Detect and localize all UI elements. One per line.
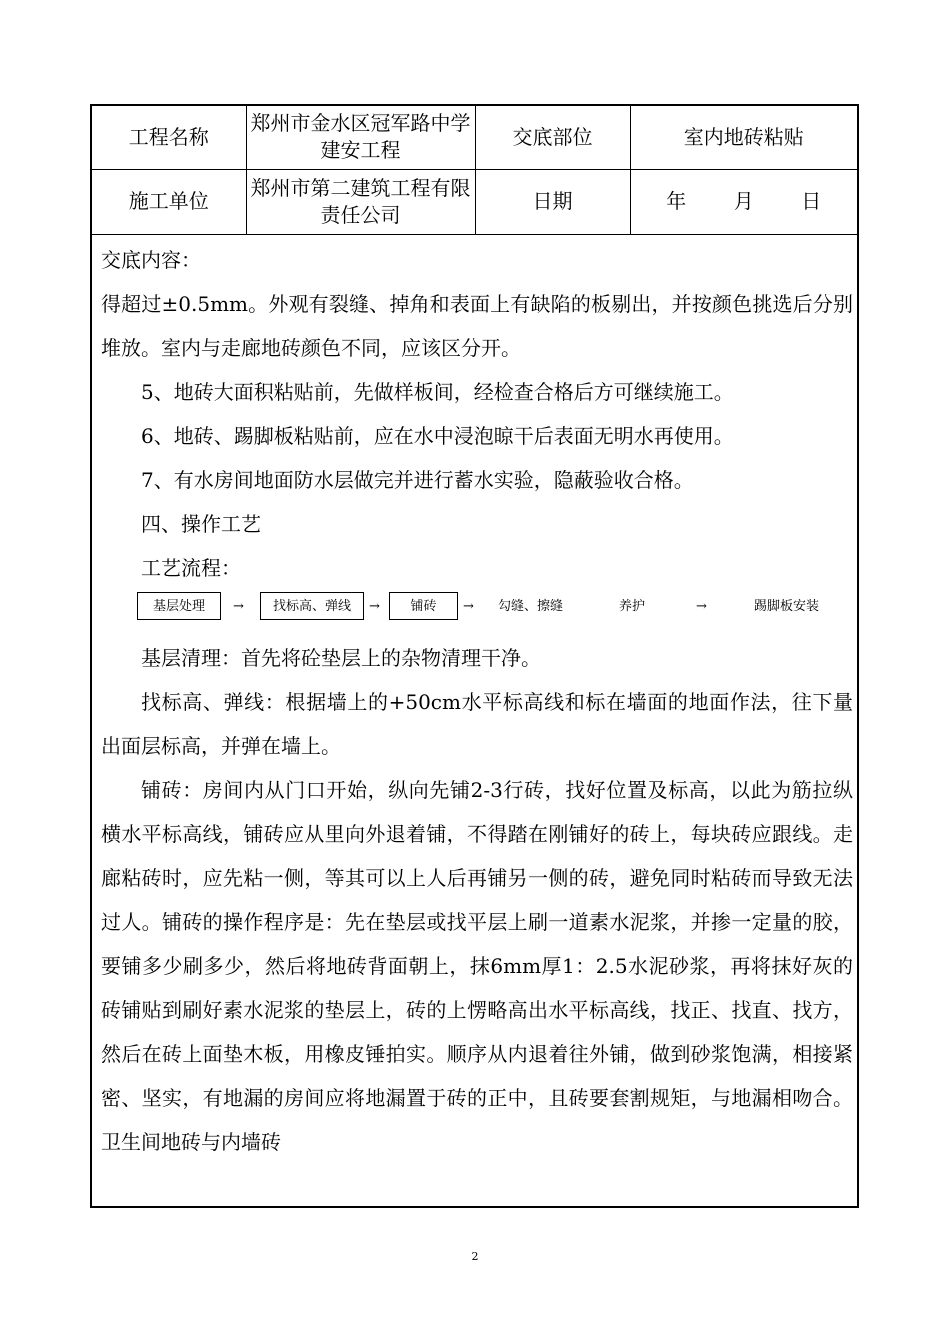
flow-step-base: 基层处理: [137, 592, 221, 620]
header-table: [92, 106, 857, 235]
paragraph-base-cleaning: 基层清理：首先将砼垫层上的杂物清理干净。: [141, 646, 541, 670]
flow-arrow: →: [369, 598, 380, 614]
process-flow: [101, 590, 853, 636]
paragraph-tiling: 铺砖：房间内从门口开始，纵向先铺2-3行砖，找好位置及标高，以此为筋拉纵横水平标高线，铺砖应从里向外退着铺，不得踏在刚铺好的砖上，每块砖应跟线。走廊粘砖时，应先粘一侧，等其可以上人后再铺另一侧的砖，避免同时粘砖而导致无法过人。铺砖的操作程序是：先在垫层或找平层上刷一道素水泥浆，并掺一定量的胶，要铺多少刷多少，然后将地砖背面朝上，抹6mm厚1：2.5水泥砂浆，再将抹好灰的砖铺贴到刷好素水泥浆的垫层上，砖的上愣略高出水平标高线，找正、找直、找方，然后在砖上面垫木板，用橡皮锤拍实。顺序从内退着往外铺，做到砂浆饱满，相接紧密、坚实，有地漏的房间应将地漏置于砖的正中，且砖要套割规矩，与地漏相吻合。卫生间地砖与内墙砖: [101, 778, 853, 1154]
paragraph-tolerance: 得超过±0.5mm。外观有裂缝、掉角和表面上有缺陷的板剔出，并按颜色挑选后分别堆放。室内与走廊地砖颜色不同，应该区分开。: [101, 292, 853, 360]
date-year: 年: [666, 189, 687, 213]
project-name-label: 工程名称: [92, 106, 246, 169]
date-value: [630, 169, 857, 234]
flow-arrow: →: [463, 598, 474, 614]
flow-step-tile: 铺砖: [389, 592, 458, 620]
flow-step-skirting: 踢脚板安装: [754, 598, 820, 614]
section-4-heading: 四、操作工艺: [141, 512, 261, 536]
section-label: 交底内容：: [101, 248, 201, 272]
item-7: 7、有水房间地面防水层做完并进行蓄水实验，隐蔽验收合格。: [141, 468, 694, 492]
location-label: 交底部位: [475, 106, 630, 169]
flow-title: 工艺流程：: [141, 556, 241, 580]
location-value: 室内地砖粘贴: [630, 106, 857, 169]
flow-step-cure: 养护: [619, 598, 646, 614]
flow-arrow: →: [233, 598, 244, 614]
flow-step-level: 找标高、弹线: [260, 592, 364, 620]
date-month: 月: [733, 189, 754, 213]
contractor-label: 施工单位: [92, 169, 246, 234]
contractor-value: 郑州市第二建筑工程有限责任公司: [246, 169, 475, 234]
item-6: 6、地砖、踢脚板粘贴前，应在水中浸泡晾干后表面无明水再使用。: [141, 424, 734, 448]
date-label: 日期: [475, 169, 630, 234]
flow-step-joint: 勾缝、擦缝: [498, 598, 564, 614]
item-5: 5、地砖大面积粘贴前，先做样板间，经检查合格后方可继续施工。: [141, 380, 734, 404]
project-name-value: 郑州市金水区冠军路中学建安工程: [246, 106, 475, 169]
paragraph-leveling: 找标高、弹线：根据墙上的+50cm水平标高线和标在墙面的地面作法，往下量出面层标高，并弹在墙上。: [101, 690, 853, 758]
flow-arrow: →: [696, 598, 707, 614]
disclosure-content: [101, 238, 853, 1164]
disclosure-sheet: [90, 104, 859, 1208]
page-number: 2: [471, 1250, 479, 1263]
date-day: 日: [801, 189, 822, 213]
